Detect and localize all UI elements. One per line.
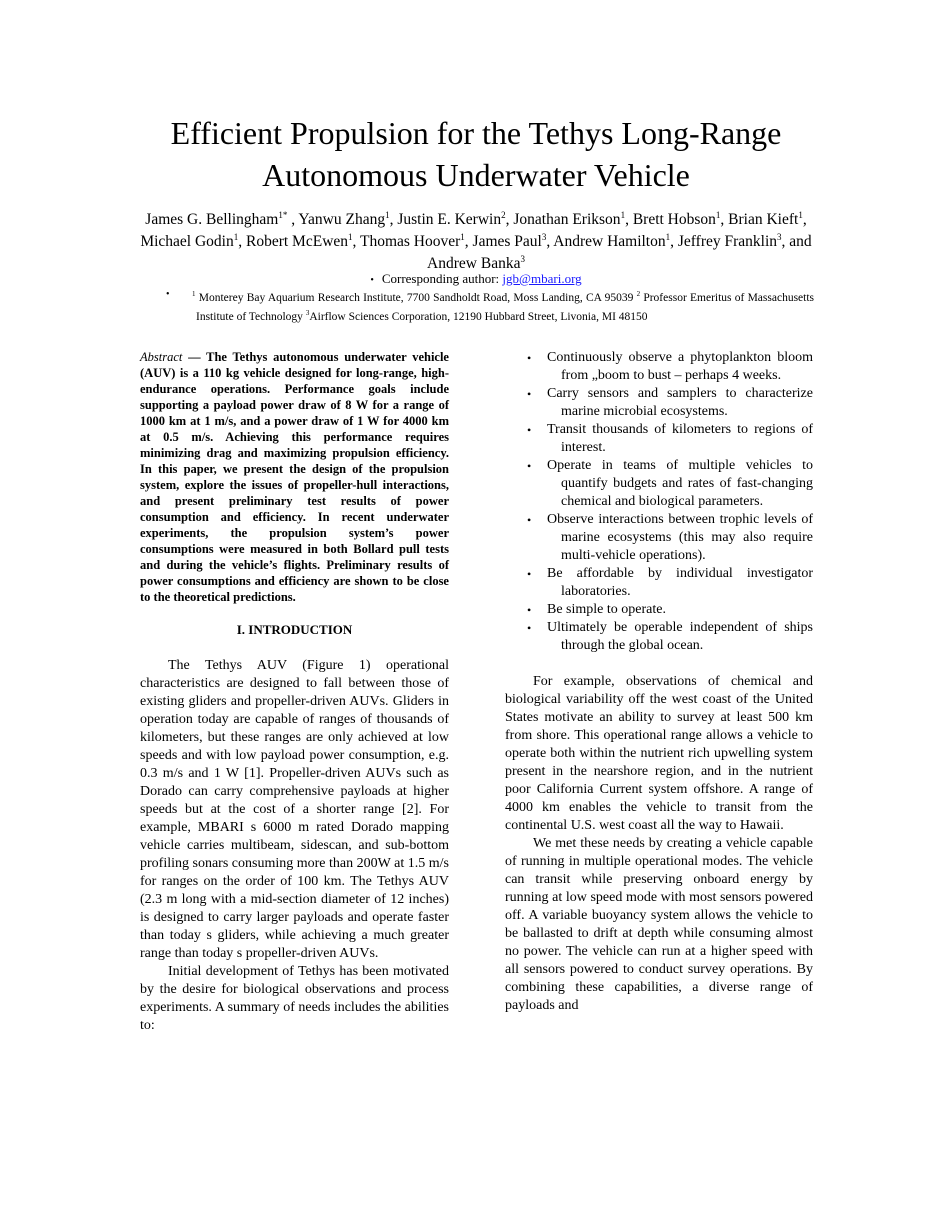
list-item (505, 619, 813, 655)
section-heading-introduction: I. INTRODUCTION (236, 622, 353, 637)
left-column (140, 349, 449, 1035)
author-name: and Andrew Banka (427, 233, 812, 272)
author-affiliation-marker: 1 (798, 209, 803, 220)
list-item-text: Be affordable by individual investigator laboratories. (547, 566, 813, 599)
bullet-icon: • (527, 567, 532, 581)
list-item-text: Transit thousands of kilometers to regions of interest. (547, 422, 813, 455)
paper-title (0, 112, 952, 196)
list-item (505, 349, 813, 385)
author-name: Brian Kieft (728, 211, 799, 228)
abstract-text: The Tethys autonomous underwater vehicle (AUV) is a 110 kg vehicle designed for long-range, high- endurance operations. Performance goals include supporting a payload power draw of 8 W for a range of 1000 km at 1 m/s, and a power draw of 1 W for 4000 km at 0.5 m/s. Achieving this performance requires minimizing drag and maximizing propulsion efficiency. In this paper, we present the design of the propulsion system, explore the issues of propeller-hull interactions, and present preliminary test results of power consumption and efficiency. In recent underwater experiments, the propulsion system’s power consumptions were measured in both Bollard pull tests and during the vehicle’s flights. Preliminary results of power consumptions and efficiency are shown to be close to the theoretical predictions. (140, 350, 449, 604)
list-item-text: Carry sensors and samplers to characterize marine microbial ecosystems. (547, 386, 813, 419)
author-name: Michael Godin (140, 233, 234, 250)
corresponding-label: Corresponding author: (381, 271, 500, 286)
affiliation-text (168, 287, 814, 325)
author-name: James G. Bellingham (145, 211, 279, 228)
bullet-icon: • (527, 387, 532, 401)
author-name: Brett Hobson (632, 211, 716, 228)
bullet-icon: • (527, 423, 532, 437)
bullet-icon: • (527, 513, 532, 527)
affiliation-1: Monterey Bay Aquarium Research Institute, 7700 Sandholdt Road, Moss Landing, CA 95039 (198, 291, 634, 304)
list-item-text: Operate in teams of multiple vehicles to quantify budgets and rates of fast-changing chemical and biological parameters. (547, 458, 813, 509)
author-name: Andrew Hamilton (553, 233, 666, 250)
author-list: James G. Bellingham$^{1*}$ , Yanwu Zhang$^1$, Justin E. Kerwin$^2$, Jonathan Erikson$^1$, Brett Hobson$^1$, Brian Kieft$^1$, Michael Godin$^1$, Robert McEwen$^1$, Thomas Hoover$^1$, James Paul$^3$, Andrew Hamilton$^1$, Jeffrey Franklin$^3$, and Andrew Banka$^3$ (140, 209, 812, 272)
author-affiliation-marker: 1 (233, 231, 239, 242)
affiliations (168, 287, 814, 325)
list-item (505, 511, 813, 565)
corresponding-email-link[interactable]: jgb@mbari.org (502, 271, 582, 286)
paragraph: The Tethys AUV (Figure 1) operational characteristics are designed to fall between those of existing gliders and propeller-driven AUVs. Gliders in operation today are capable of ranges of thousands of kilometers, but these ranges are only achieved at low speeds and with low payload power consumption, e.g. 0.3 m/s and 1 W [1]. Propeller-driven AUVs such as Dorado can carry comprehensive payloads at higher speeds but at the cost of a shorter range [2]. For example, MBARI s 6000 m rated Dorado mapping vehicle carries multibeam, sidescan, and sub-bottom profiling sonars consuming more than 200W at 1.5 m/s for ranges on the order of 100 km. The Tethys AUV (2.3 m long with a mid-section diameter of 12 inches) is designed to carry larger payloads and operate faster than today s gliders, while achieving a much greater range than today s propeller-driven AUVs. (140, 658, 449, 961)
bullet-icon: • (166, 289, 170, 300)
list-item (505, 421, 813, 457)
list-item-text: Observe interactions between trophic levels of marine ecosystems (this may also require multi-vehicle operations). (547, 512, 813, 563)
author-name: Thomas Hoover (360, 233, 461, 250)
list-item (505, 385, 813, 421)
list-item-text: Ultimately be operable independent of ships through the global ocean. (547, 620, 813, 653)
list-item (505, 565, 813, 601)
bullet-icon: • (527, 621, 532, 635)
spacer (505, 655, 813, 673)
author-affiliation-marker: 3 (520, 253, 525, 264)
title-line-2: Autonomous Underwater Vehicle (262, 157, 690, 193)
abstract (140, 349, 449, 605)
list-item-text: Be simple to operate. (547, 602, 666, 617)
author-name: Jeffrey Franklin (677, 233, 778, 250)
affiliation-marker-2: 2 (636, 290, 641, 298)
bullet-icon: • (527, 603, 532, 617)
affiliation-3: Airflow Sciences Corporation, 12190 Hubbard Street, Livonia, MI 48150 (309, 310, 648, 323)
author-affiliation-marker: 1 (665, 231, 671, 242)
author-affiliation-marker: 1 (715, 209, 721, 220)
affiliation-marker-1: 1 (192, 290, 196, 298)
right-column (505, 349, 813, 1015)
affiliation-marker-3: 3 (305, 308, 310, 317)
author-name: Jonathan Erikson (513, 211, 621, 228)
paragraph: Initial development of Tethys has been motivated by the desire for biological observations and process experiments. A summary of needs includes the abilities to: (140, 964, 449, 1033)
list-item (505, 601, 813, 619)
bullet-icon: • (370, 275, 374, 286)
author-affiliation-marker: 1 (385, 209, 390, 220)
bullet-icon: • (527, 351, 532, 365)
author-name: Yanwu Zhang (298, 211, 386, 228)
author-affiliation-marker: 3 (541, 231, 547, 242)
author-affiliation-marker: 1 (460, 231, 465, 242)
author-affiliation-marker: 2 (501, 209, 506, 220)
paragraph: We met these needs by creating a vehicle capable of running in multiple operational modes. The vehicle can transit while preserving onboard energy by running at low speed mode with most sensors powered off. A variable buoyancy system allows the vehicle to be ballasted to drift at depth while consuming almost no power. The vehicle can run at a higher speed with all sensors powered to conduct survey operations. By combining these capabilities, a diverse range of payloads and (505, 836, 813, 1013)
author-name: Justin E. Kerwin (397, 211, 502, 228)
author-affiliation-marker: 1* (278, 209, 288, 220)
author-affiliation-marker: 1 (620, 209, 626, 220)
needs-list (505, 349, 813, 655)
author-name: Robert McEwen (246, 233, 349, 250)
abstract-dash: — (182, 350, 207, 364)
abstract-label: Abstract (140, 350, 183, 364)
affiliation-2: Professor Emeritus of Massachusetts Institute of Technology (196, 291, 815, 323)
author-affiliation-marker: 1 (348, 231, 353, 242)
author-name: James Paul (472, 233, 542, 250)
paragraph: For example, observations of chemical and biological variability off the west coast of the United States motivate an ability to survey at least 500 km from shore. This operational range allows a vehicle to operate both within the nutrient rich upwelling system present in the nearshore region, and in the nutrient poor California Current system offshore. A range of 4000 km enables the vehicle to transit from the continental U.S. west coast all the way to Hawaii. (505, 674, 813, 833)
list-item (505, 457, 813, 511)
bullet-icon: • (527, 459, 532, 473)
author-affiliation-marker: 3 (777, 231, 782, 242)
list-item-text: Continuously observe a phytoplankton bloom from „boom to bust – perhaps 4 weeks. (547, 350, 813, 383)
title-line-1: Efficient Propulsion for the Tethys Long-Range (170, 115, 782, 151)
